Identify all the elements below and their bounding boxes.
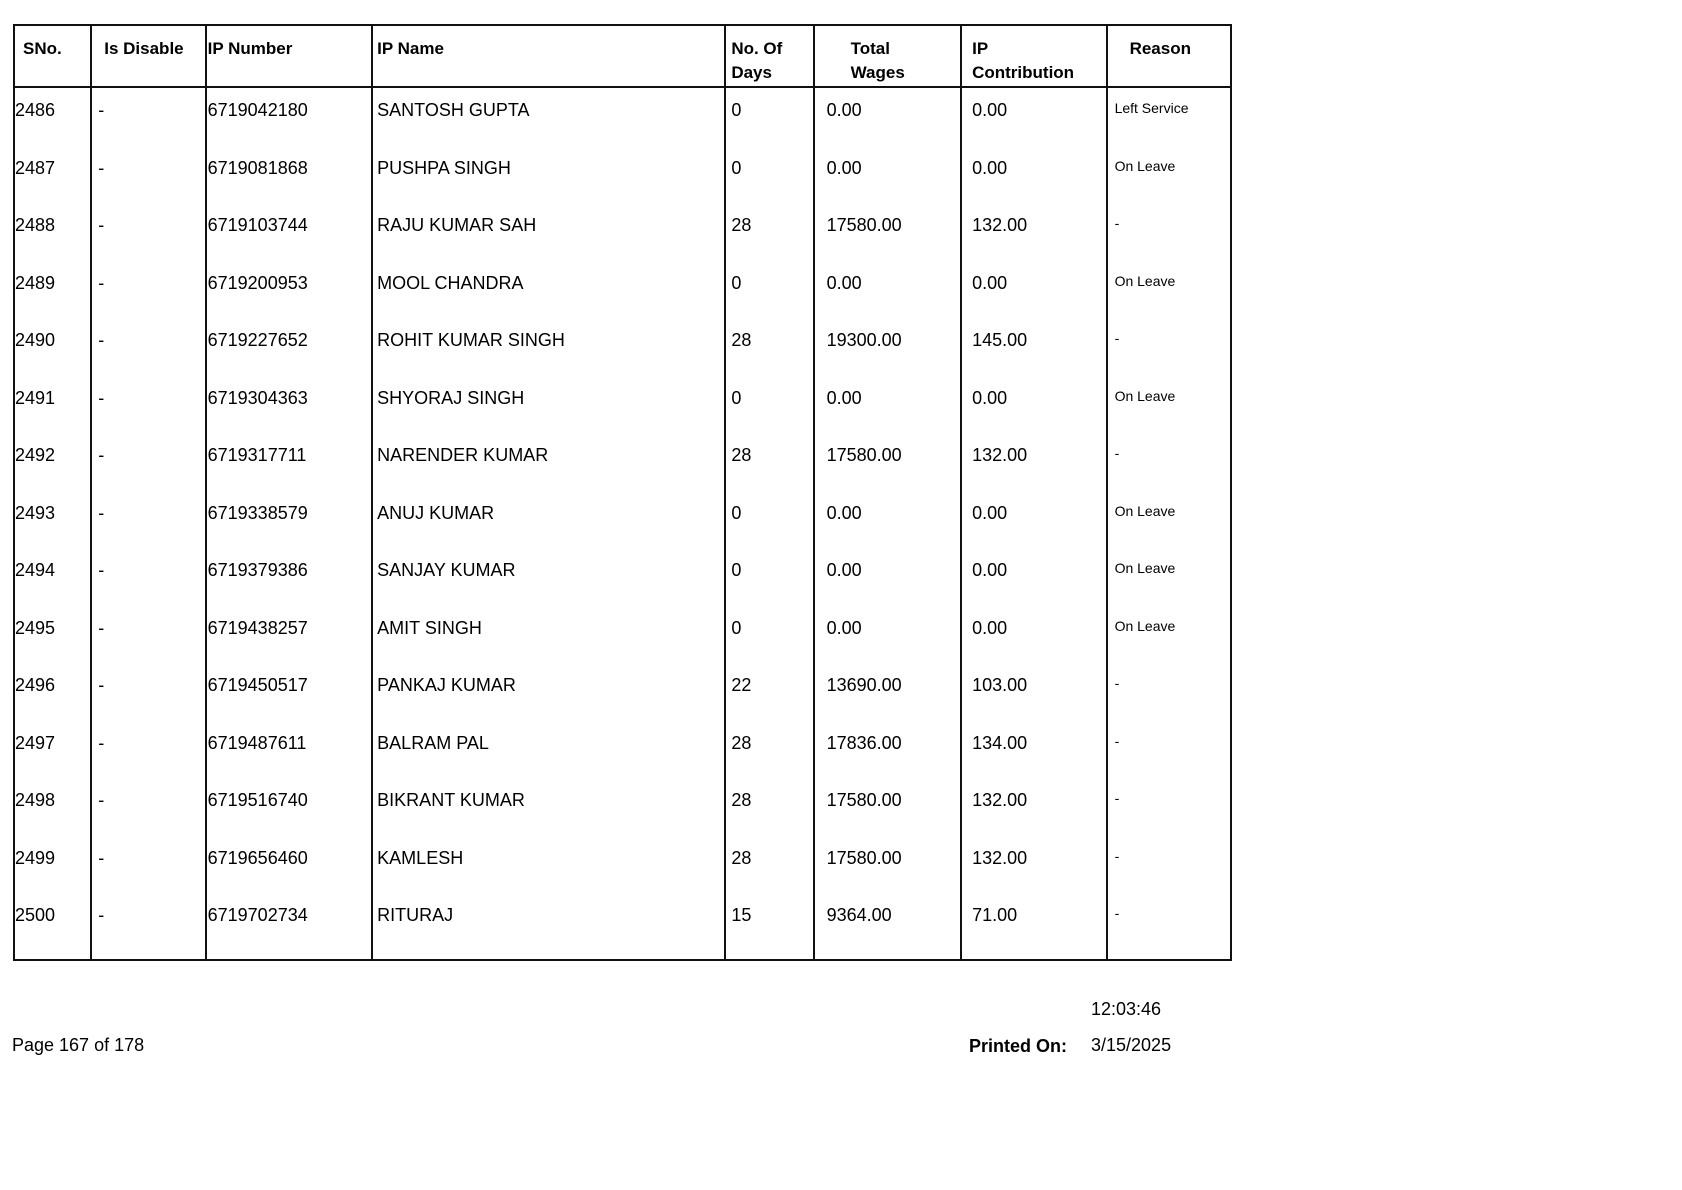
cell-is-disable: -: [91, 893, 205, 960]
table-row: [14, 203, 1231, 261]
cell-ip-name: MOOL CHANDRA: [372, 261, 725, 319]
cell-ip-name: KAMLESH: [372, 836, 725, 894]
cell-reason: On Leave: [1107, 376, 1231, 434]
cell-ip-contribution: 132.00: [961, 836, 1106, 894]
cell-total-wages: 17580.00: [814, 433, 961, 491]
cell-ip-name: ROHIT KUMAR SINGH: [372, 318, 725, 376]
cell-is-disable: -: [91, 433, 205, 491]
cell-ip-name: RITURAJ: [372, 893, 725, 960]
cell-is-disable: -: [91, 721, 205, 779]
cell-no-of-days: 28: [725, 836, 813, 894]
cell-total-wages: 9364.00: [814, 893, 961, 960]
contribution-table: [13, 24, 1232, 961]
cell-reason: -: [1107, 663, 1231, 721]
table-row: [14, 548, 1231, 606]
cell-total-wages: 0.00: [814, 491, 961, 549]
cell-ip-contribution: 145.00: [961, 318, 1106, 376]
cell-ip-name: BALRAM PAL: [372, 721, 725, 779]
cell-sno: 2495: [14, 606, 91, 664]
header-reason: Reason: [1107, 25, 1231, 87]
cell-sno: 2490: [14, 318, 91, 376]
cell-is-disable: -: [91, 376, 205, 434]
cell-ip-contribution: 103.00: [961, 663, 1106, 721]
cell-is-disable: -: [91, 203, 205, 261]
cell-no-of-days: 0: [725, 491, 813, 549]
cell-ip-number: 6719317711: [206, 433, 373, 491]
cell-sno: 2493: [14, 491, 91, 549]
cell-is-disable: -: [91, 87, 205, 146]
table-body: [14, 87, 1231, 960]
header-ip-contribution: IP Contribution: [961, 25, 1106, 87]
cell-total-wages: 0.00: [814, 146, 961, 204]
cell-total-wages: 0.00: [814, 261, 961, 319]
cell-ip-number: 6719103744: [206, 203, 373, 261]
cell-total-wages: 19300.00: [814, 318, 961, 376]
cell-ip-contribution: 0.00: [961, 87, 1106, 146]
header-ip-name: IP Name: [372, 25, 725, 87]
header-ip-number: IP Number: [206, 25, 373, 87]
cell-ip-contribution: 132.00: [961, 433, 1106, 491]
table-row: [14, 87, 1231, 146]
cell-is-disable: -: [91, 146, 205, 204]
cell-reason: On Leave: [1107, 146, 1231, 204]
cell-ip-number: 6719379386: [206, 548, 373, 606]
cell-reason: -: [1107, 721, 1231, 779]
cell-total-wages: 0.00: [814, 376, 961, 434]
cell-ip-number: 6719656460: [206, 836, 373, 894]
cell-sno: 2494: [14, 548, 91, 606]
cell-ip-number: 6719438257: [206, 606, 373, 664]
cell-ip-contribution: 132.00: [961, 778, 1106, 836]
cell-no-of-days: 0: [725, 548, 813, 606]
cell-is-disable: -: [91, 778, 205, 836]
cell-reason: -: [1107, 778, 1231, 836]
cell-is-disable: -: [91, 548, 205, 606]
cell-no-of-days: 0: [725, 261, 813, 319]
cell-sno: 2500: [14, 893, 91, 960]
cell-reason: On Leave: [1107, 606, 1231, 664]
cell-ip-number: 6719487611: [206, 721, 373, 779]
page-number: Page 167 of 178: [12, 1035, 145, 1055]
cell-total-wages: 17580.00: [814, 203, 961, 261]
table-row: [14, 663, 1231, 721]
cell-ip-contribution: 132.00: [961, 203, 1106, 261]
cell-ip-contribution: 134.00: [961, 721, 1106, 779]
cell-total-wages: 17580.00: [814, 836, 961, 894]
table-row: [14, 318, 1231, 376]
table-row: [14, 721, 1231, 779]
cell-no-of-days: 22: [725, 663, 813, 721]
cell-ip-contribution: 0.00: [961, 491, 1106, 549]
cell-total-wages: 0.00: [814, 606, 961, 664]
cell-ip-contribution: 0.00: [961, 548, 1106, 606]
cell-total-wages: 0.00: [814, 548, 961, 606]
cell-ip-name: ANUJ KUMAR: [372, 491, 725, 549]
cell-ip-contribution: 0.00: [961, 146, 1106, 204]
cell-ip-number: 6719304363: [206, 376, 373, 434]
cell-ip-contribution: 0.00: [961, 261, 1106, 319]
cell-total-wages: 0.00: [814, 87, 961, 146]
cell-is-disable: -: [91, 318, 205, 376]
cell-no-of-days: 0: [725, 606, 813, 664]
header-no-of-days: No. Of Days: [725, 25, 813, 87]
cell-reason: -: [1107, 836, 1231, 894]
cell-is-disable: -: [91, 261, 205, 319]
cell-sno: 2488: [14, 203, 91, 261]
cell-ip-number: 6719702734: [206, 893, 373, 960]
cell-reason: On Leave: [1107, 548, 1231, 606]
cell-reason: -: [1107, 318, 1231, 376]
table-row: [14, 146, 1231, 204]
cell-ip-name: SHYORAJ SINGH: [372, 376, 725, 434]
header-sno: SNo.: [14, 25, 91, 87]
cell-is-disable: -: [91, 491, 205, 549]
cell-ip-name: RAJU KUMAR SAH: [372, 203, 725, 261]
cell-ip-name: NARENDER KUMAR: [372, 433, 725, 491]
header-row: [14, 25, 1231, 87]
cell-no-of-days: 0: [725, 376, 813, 434]
cell-no-of-days: 28: [725, 433, 813, 491]
table-row: [14, 433, 1231, 491]
cell-total-wages: 13690.00: [814, 663, 961, 721]
header-total-wages: Total Wages: [814, 25, 961, 87]
cell-reason: -: [1107, 893, 1231, 960]
cell-ip-number: 6719516740: [206, 778, 373, 836]
cell-sno: 2489: [14, 261, 91, 319]
table-row: [14, 836, 1231, 894]
cell-sno: 2499: [14, 836, 91, 894]
table-row: [14, 778, 1231, 836]
cell-total-wages: 17580.00: [814, 778, 961, 836]
cell-ip-number: 6719227652: [206, 318, 373, 376]
cell-ip-name: BIKRANT KUMAR: [372, 778, 725, 836]
cell-ip-number: 6719081868: [206, 146, 373, 204]
cell-total-wages: 17836.00: [814, 721, 961, 779]
cell-reason: On Leave: [1107, 491, 1231, 549]
cell-ip-number: 6719200953: [206, 261, 373, 319]
cell-sno: 2487: [14, 146, 91, 204]
cell-ip-name: SANJAY KUMAR: [372, 548, 725, 606]
cell-reason: On Leave: [1107, 261, 1231, 319]
cell-no-of-days: 28: [725, 721, 813, 779]
cell-ip-name: PANKAJ KUMAR: [372, 663, 725, 721]
cell-no-of-days: 0: [725, 87, 813, 146]
table-row: [14, 261, 1231, 319]
cell-ip-name: SANTOSH GUPTA: [372, 87, 725, 146]
table-row: [14, 376, 1231, 434]
cell-reason: -: [1107, 433, 1231, 491]
cell-ip-number: 6719450517: [206, 663, 373, 721]
cell-ip-number: 6719338579: [206, 491, 373, 549]
cell-sno: 2498: [14, 778, 91, 836]
printed-on-label: Printed On:: [969, 1036, 1067, 1056]
cell-sno: 2496: [14, 663, 91, 721]
cell-reason: Left Service: [1107, 87, 1231, 146]
cell-ip-contribution: 71.00: [961, 893, 1106, 960]
cell-is-disable: -: [91, 606, 205, 664]
cell-no-of-days: 28: [725, 203, 813, 261]
cell-sno: 2491: [14, 376, 91, 434]
cell-no-of-days: 15: [725, 893, 813, 960]
cell-ip-name: AMIT SINGH: [372, 606, 725, 664]
cell-is-disable: -: [91, 836, 205, 894]
cell-ip-number: 6719042180: [206, 87, 373, 146]
table-row: [14, 893, 1231, 960]
cell-ip-name: PUSHPA SINGH: [372, 146, 725, 204]
cell-sno: 2486: [14, 87, 91, 146]
cell-reason: -: [1107, 203, 1231, 261]
print-date: 3/15/2025: [1091, 1035, 1172, 1055]
cell-no-of-days: 0: [725, 146, 813, 204]
cell-ip-contribution: 0.00: [961, 606, 1106, 664]
cell-is-disable: -: [91, 663, 205, 721]
print-time: 12:03:46: [1091, 999, 1162, 1019]
cell-sno: 2497: [14, 721, 91, 779]
cell-sno: 2492: [14, 433, 91, 491]
cell-no-of-days: 28: [725, 318, 813, 376]
cell-no-of-days: 28: [725, 778, 813, 836]
header-is-disable: Is Disable: [91, 25, 205, 87]
table-row: [14, 491, 1231, 549]
table-row: [14, 606, 1231, 664]
cell-ip-contribution: 0.00: [961, 376, 1106, 434]
